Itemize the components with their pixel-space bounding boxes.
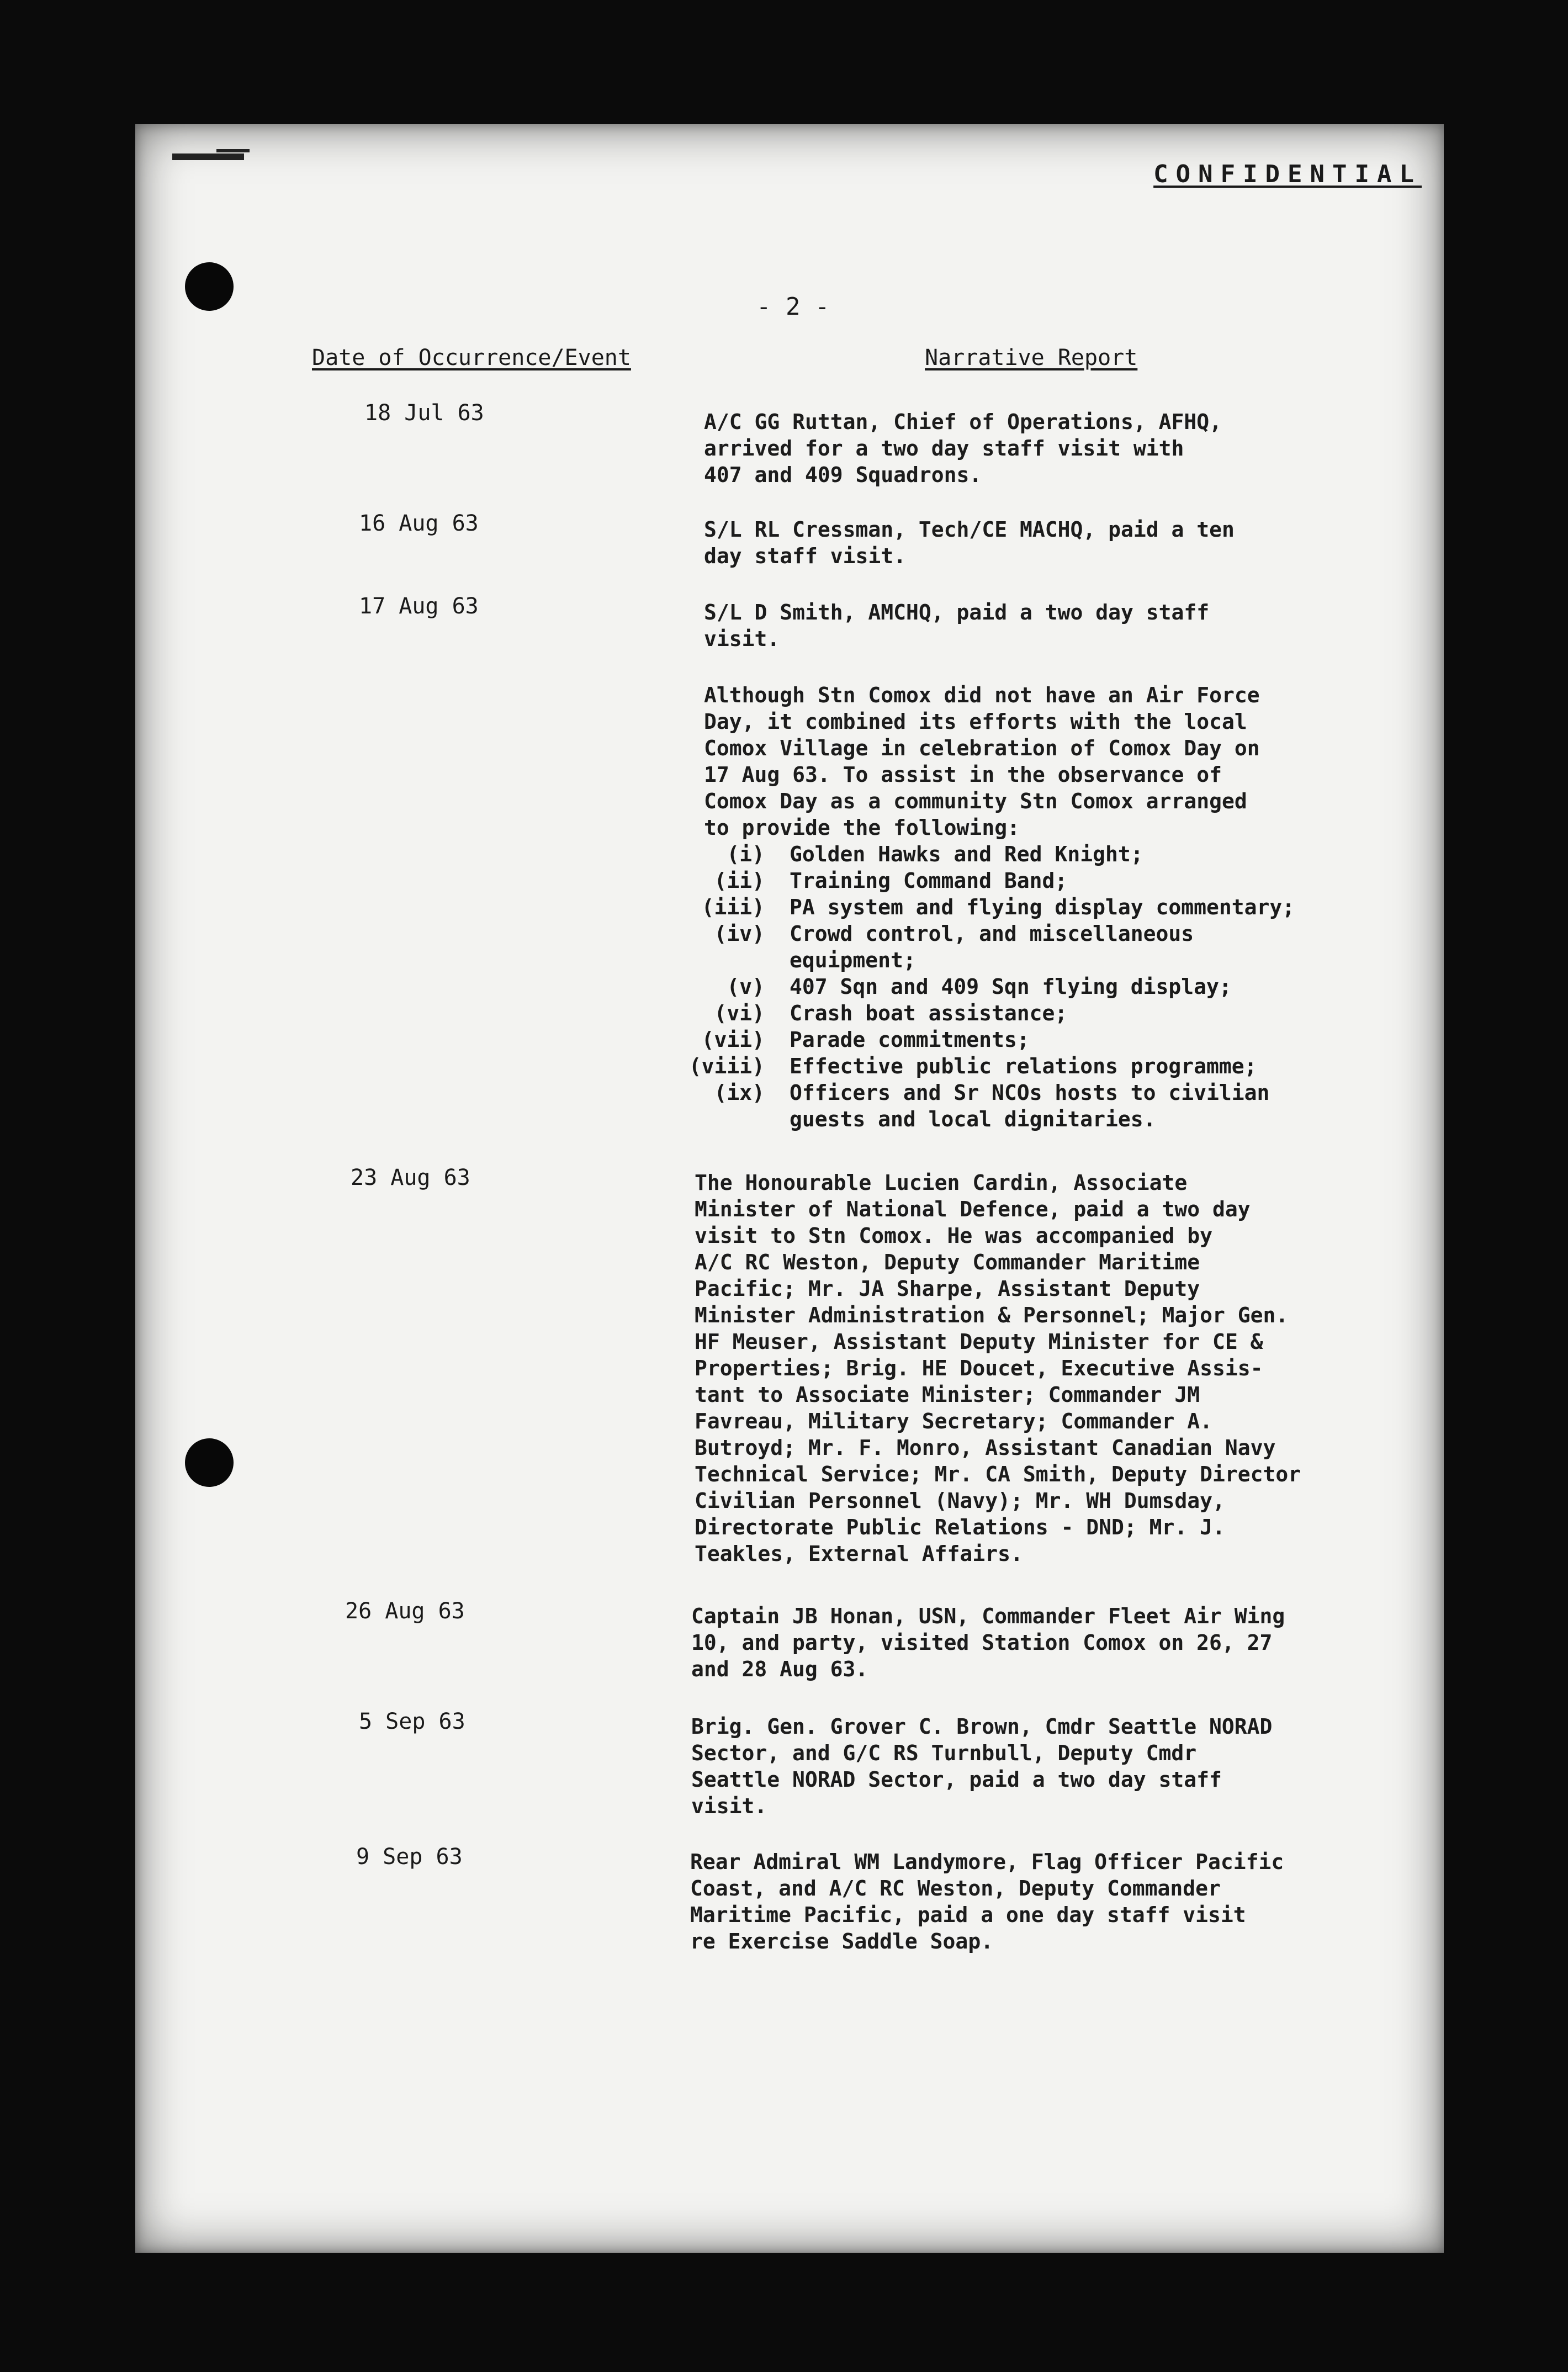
narrative-line: Properties; Brig. HE Doucet, Executive Assis- xyxy=(695,1356,1263,1380)
punch-hole-bottom xyxy=(185,1438,234,1487)
classification-marking: CONFIDENTIAL xyxy=(1153,160,1422,188)
provision-text: Crowd control, and miscellaneous xyxy=(790,922,1194,946)
narrative-line: A/C GG Ruttan, Chief of Operations, AFHQ, xyxy=(704,410,1222,434)
provision-text: guests and local dignitaries. xyxy=(790,1107,1156,1131)
narrative-line: Rear Admiral WM Landymore, Flag Officer Pacific xyxy=(690,1850,1284,1874)
provision-text: equipment; xyxy=(790,948,916,972)
entry-narrative xyxy=(691,1713,1272,1819)
provision-numeral: (i) xyxy=(727,842,765,866)
entry-date: 17 Aug 63 xyxy=(359,594,479,619)
provision-numeral: (vi) xyxy=(714,1001,765,1025)
corner-mark xyxy=(172,153,244,160)
narrative-line: 10, and party, visited Station Comox on 26, 27 xyxy=(691,1630,1273,1655)
narrative-line: Minister of National Defence, paid a two day xyxy=(695,1197,1251,1221)
narrative-line: visit. xyxy=(704,627,780,651)
comox-day-narrative xyxy=(704,682,1260,841)
narrative-line: day staff visit. xyxy=(704,544,907,568)
narrative-line: Although Stn Comox did not have an Air Force xyxy=(704,683,1260,707)
narrative-column-header: Narrative Report xyxy=(925,345,1138,370)
provision-text: 407 Sqn and 409 Sqn flying display; xyxy=(790,975,1232,999)
provision-item xyxy=(682,867,1355,894)
narrative-line: HF Meuser, Assistant Deputy Minister for CE & xyxy=(695,1330,1263,1354)
narrative-line: Technical Service; Mr. CA Smith, Deputy Director xyxy=(695,1462,1301,1486)
provision-item xyxy=(682,1079,1355,1132)
provision-text: PA system and flying display commentary; xyxy=(790,895,1295,919)
narrative-line: Minister Administration & Personnel; Major Gen. xyxy=(695,1303,1289,1327)
narrative-line: visit. xyxy=(691,1794,767,1818)
narrative-line: visit to Stn Comox. He was accompanied by xyxy=(695,1224,1212,1248)
provision-item xyxy=(682,1000,1355,1026)
page-number: - 2 - xyxy=(756,293,830,321)
entry-narrative xyxy=(691,1603,1285,1682)
provision-text: Officers and Sr NCOs hosts to civilian xyxy=(790,1081,1270,1105)
provision-numeral: (v) xyxy=(727,975,765,999)
narrative-line: S/L RL Cressman, Tech/CE MACHQ, paid a ten xyxy=(704,517,1235,542)
provision-numeral: (viii) xyxy=(688,1054,765,1078)
entry-narrative xyxy=(690,1849,1284,1955)
narrative-line: Butroyd; Mr. F. Monro, Assistant Canadian Navy xyxy=(695,1436,1276,1460)
narrative-line: Comox Village in celebration of Comox Day on xyxy=(704,736,1260,760)
provision-item xyxy=(682,973,1355,1000)
entry-date: 26 Aug 63 xyxy=(345,1598,465,1624)
provision-text: Effective public relations programme; xyxy=(790,1054,1257,1078)
narrative-line: Pacific; Mr. JA Sharpe, Assistant Deputy xyxy=(695,1277,1200,1301)
narrative-line: Day, it combined its efforts with the local xyxy=(704,710,1247,734)
provision-item xyxy=(682,1026,1355,1053)
provision-item xyxy=(682,920,1355,973)
narrative-line: A/C RC Weston, Deputy Commander Maritime xyxy=(695,1250,1200,1274)
provision-text: Golden Hawks and Red Knight; xyxy=(790,842,1143,866)
narrative-line: Brig. Gen. Grover C. Brown, Cmdr Seattle NORAD xyxy=(691,1714,1273,1739)
narrative-line: to provide the following: xyxy=(704,816,1020,840)
entry-date: 23 Aug 63 xyxy=(351,1165,470,1190)
narrative-line: Sector, and G/C RS Turnbull, Deputy Cmdr xyxy=(691,1741,1197,1765)
provision-item xyxy=(682,841,1355,867)
entry-narrative xyxy=(695,1169,1301,1567)
date-column-header: Date of Occurrence/Event xyxy=(312,345,631,370)
narrative-line: Coast, and A/C RC Weston, Deputy Commander xyxy=(690,1876,1221,1900)
narrative-line: Directorate Public Relations - DND; Mr. J. xyxy=(695,1515,1225,1539)
narrative-line: Comox Day as a community Stn Comox arranged xyxy=(704,789,1247,813)
narrative-line: tant to Associate Minister; Commander JM xyxy=(695,1383,1200,1407)
provision-numeral: (ii) xyxy=(714,869,765,893)
narrative-line: re Exercise Saddle Soap. xyxy=(690,1929,994,1953)
entry-date: 9 Sep 63 xyxy=(356,1844,463,1870)
narrative-line: The Honourable Lucien Cardin, Associate xyxy=(695,1171,1188,1195)
punch-hole-top xyxy=(185,262,234,311)
narrative-line: Civilian Personnel (Navy); Mr. WH Dumsday, xyxy=(695,1489,1225,1513)
provision-numeral: (ix) xyxy=(714,1081,765,1105)
provision-text: Crash boat assistance; xyxy=(790,1001,1068,1025)
entry-date: 18 Jul 63 xyxy=(364,400,484,426)
narrative-line: Seattle NORAD Sector, paid a two day staff xyxy=(691,1767,1222,1792)
entry-date: 16 Aug 63 xyxy=(359,511,479,536)
entry-narrative xyxy=(704,599,1209,652)
entry-date: 5 Sep 63 xyxy=(359,1709,465,1734)
narrative-line: and 28 Aug 63. xyxy=(691,1657,868,1681)
provisions-list xyxy=(682,841,1355,1132)
provision-numeral: (vii) xyxy=(701,1028,765,1052)
narrative-line: S/L D Smith, AMCHQ, paid a two day staff xyxy=(704,600,1210,624)
provision-item xyxy=(682,894,1355,920)
narrative-line: 17 Aug 63. To assist in the observance of xyxy=(704,763,1222,787)
narrative-line: Teakles, External Affairs. xyxy=(695,1542,1023,1566)
narrative-line: Maritime Pacific, paid a one day staff visit xyxy=(690,1903,1246,1927)
narrative-line: Captain JB Honan, USN, Commander Fleet Air Wing xyxy=(691,1604,1285,1628)
narrative-line: arrived for a two day staff visit with xyxy=(704,436,1184,460)
entry-narrative xyxy=(704,409,1222,488)
narrative-line: Favreau, Military Secretary; Commander A. xyxy=(695,1409,1212,1433)
entry-narrative xyxy=(704,516,1235,569)
provision-text: Parade commitments; xyxy=(790,1028,1030,1052)
provision-numeral: (iv) xyxy=(714,922,765,946)
provision-text: Training Command Band; xyxy=(790,869,1068,893)
provision-numeral: (iii) xyxy=(701,895,765,919)
provision-item xyxy=(682,1053,1355,1079)
narrative-line: 407 and 409 Squadrons. xyxy=(704,463,982,487)
